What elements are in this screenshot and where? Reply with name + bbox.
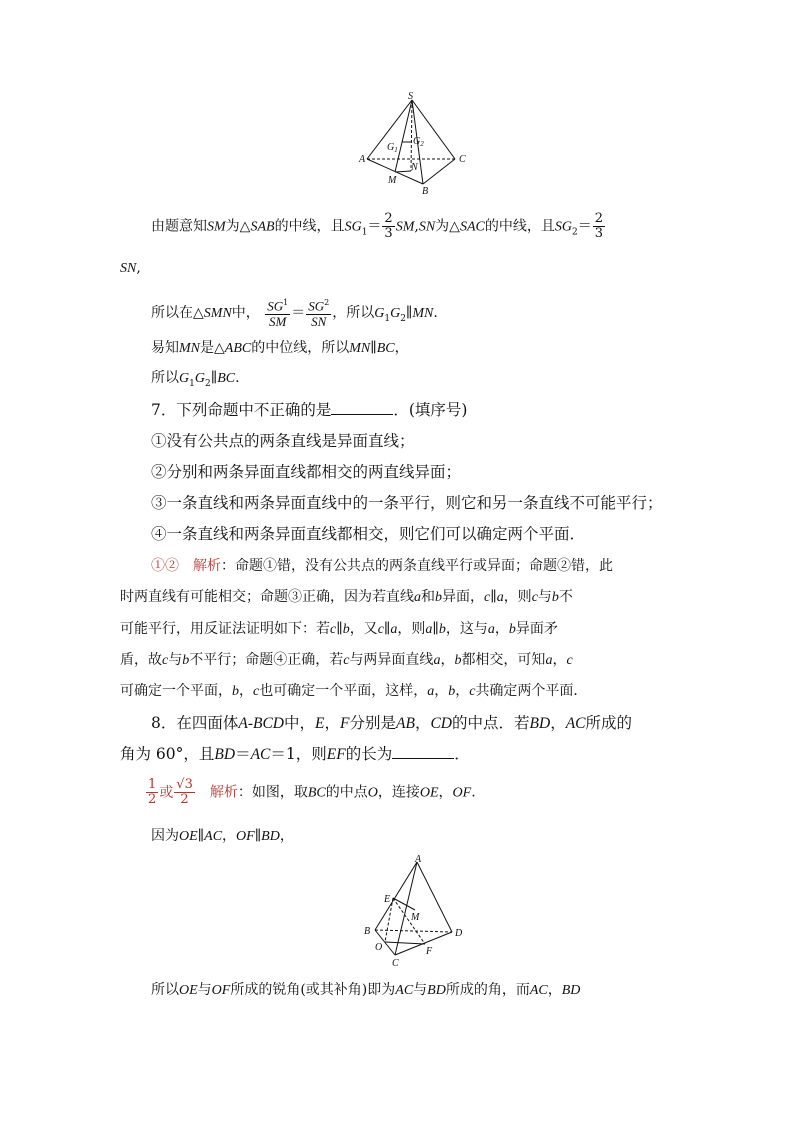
label-c: C xyxy=(459,154,466,165)
answer-8-line-1: $\frac{1}{2}$ 或 $\frac{√3}{2}$ 解析：如图，取BC的中点O，连接OE，OF. xyxy=(145,778,476,807)
label-a2: A xyxy=(415,854,422,865)
answer-7-line-4: 盾，故c与b不平行；命题④正确，若c与两异面直线a，b都相交，可知a，c xyxy=(120,652,573,668)
solution-line-2: 所以在△SMN中， $\frac{SG^1}{SM}$ ＝ $\frac{SG^2}{SN}$ ，所以$G_1G_2\parallel MN$. xyxy=(151,298,438,330)
label-b: B xyxy=(422,186,429,197)
label-o2: O xyxy=(375,942,383,953)
question-8-line-2: 角为 60°，且BD＝AC＝1，则EF的长为 ． xyxy=(120,745,470,763)
label-s: S xyxy=(408,92,413,102)
solution-line-final: 所以OE与OF所成的锐角(或其补角)即为AC与BD所成的角，而AC，BD xyxy=(151,982,581,998)
solution-line-1: 由题意知SM为△SAB的中线，且$SG_1=$ $\frac{2}{3}$ SM,SN为△SAC的中线，且$SG_2=$ $\frac{2}{3}$ xyxy=(151,211,603,241)
label-c2: C xyxy=(392,958,399,969)
label-n: N xyxy=(411,162,418,173)
answer-8-line-2: 因为OE∥AC，OF∥BD， xyxy=(151,828,294,844)
q7-option-3: ③一条直线和两条异面直线中的一条平行，则它和另一条直线不可能平行； xyxy=(151,494,663,512)
tetrahedron-figure-2 xyxy=(355,852,470,972)
label-g1: $G_1$ xyxy=(387,142,398,154)
q7-option-2: ②分别和两条异面直线都相交的两直线异面； xyxy=(151,463,462,481)
label-a: A xyxy=(359,154,366,165)
answer-7-line-5: 可确定一个平面，b，c也可确定一个平面，这样，a，b，c共确定两个平面． xyxy=(120,683,588,699)
fraction-sg2-sn: $\frac{SG^2}{SN}$ xyxy=(308,298,330,330)
label-e2: E xyxy=(384,894,391,905)
q7-option-4: ④一条直线和两条异面直线都相交，则它们可以确定两个平面． xyxy=(151,525,586,543)
answer-7-line-3: 可能平行，用反证法证明如下：若c∥b，又c∥a，则a∥b，这与a，b异面矛 xyxy=(120,621,558,637)
label-d2: D xyxy=(455,928,463,939)
answer-blank xyxy=(331,400,393,415)
question-7: 7．下列命题中不正确的是 ．(填序号) xyxy=(151,401,468,419)
analysis-label-8: 解析 xyxy=(209,784,238,801)
pyramid-figure-1 xyxy=(355,92,475,197)
answer-7-line-2: 时两直线有可能相交；命题③正确，因为若直线a和b异面，c∥a，则c与b不 xyxy=(120,589,573,605)
solution-line-3: 易知MN是△ABC的中位线，所以MN∥BC， xyxy=(151,340,409,356)
fraction-two-thirds-2: $\frac{2}{3}$ xyxy=(594,211,603,241)
label-b2: B xyxy=(364,926,371,937)
fraction-two-thirds: $\frac{2}{3}$ xyxy=(384,211,393,241)
q7-option-1: ①没有公共点的两条直线是异面直线； xyxy=(151,432,415,450)
answer-blank-8 xyxy=(392,744,454,759)
analysis-label: 解析 xyxy=(193,558,221,574)
question-8-line-1: 8．在四面体A-BCD中，E，F分别是AB，CD的中点．若BD，AC所成的 xyxy=(151,714,633,732)
label-m: M xyxy=(388,175,397,186)
solution-line-1b: SN, xyxy=(120,260,141,276)
fraction-sg1-sm: $\frac{SG^1}{SM}$ xyxy=(267,298,289,330)
answer-7-line-1: ①② 解析：命题①错，没有公共点的两条直线平行或异面；命题②错，此 xyxy=(151,558,613,574)
label-g2: $G_2$ xyxy=(413,136,424,148)
answer-7: ①② xyxy=(151,558,179,574)
answer-8: $\frac{1}{2}$ 或 $\frac{√3}{2}$ xyxy=(148,777,193,807)
solution-line-4: 所以$G_1G_2\parallel BC$. xyxy=(151,370,240,389)
label-f2: F xyxy=(426,946,433,957)
label-m2: M xyxy=(411,912,420,923)
